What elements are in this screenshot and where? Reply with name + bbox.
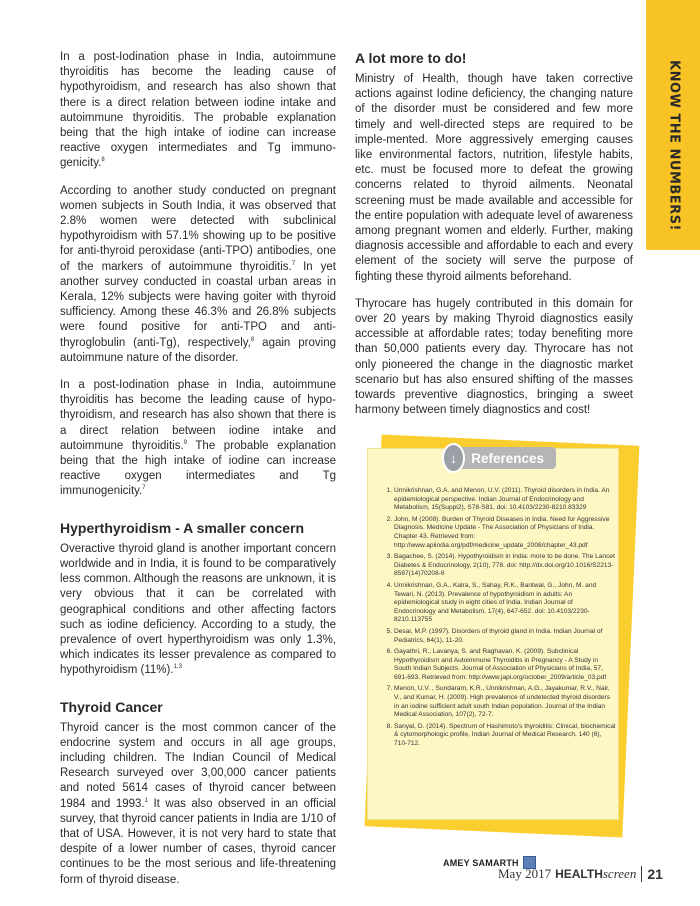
section-heading-more-to-do: A lot more to do!: [355, 50, 467, 66]
reference-item: 1. Unnikrishnan, G.A. and Menon, U.V. (2011). Thyroid disorders in India. An epidemiological perspective. Indian Journal of Endocrinology and Metabolism, 15(Suppl2), S78-S81. doi: 10.4103/2230-8210.83329: [394, 487, 616, 513]
footer-divider: [641, 866, 642, 882]
magazine-name-bold: HEALTH: [555, 867, 603, 881]
magazine-name-script: screen: [602, 866, 637, 881]
page-number: 21: [647, 866, 663, 882]
paragraph-text: In a post-Iodination phase in India, autoimmune thyroiditis has become the leading cause of hypothyroidism, and research has also shown that there is a direct relation between iodine intake and autoimmune thyroiditis. The probable explanation being that the high intake of iodine can increase reactive oxygen intermediates and Tg immuno-genicity.: [60, 51, 336, 170]
citation-sup: 1,3: [173, 664, 182, 671]
paragraph: [60, 50, 336, 172]
paragraph: [60, 542, 336, 679]
left-column: [60, 50, 336, 900]
paragraph: Thyrocare has hugely contributed in this domain for over 20 years by making Thyroid diagnostics easily accessible at affordable rates; today benefiting more than 50,000 patients every day. Thyrocare has not only pioneered the change in the diagnostic market scenario but has also ensured shifting of the masses towards preventive diagnostics, bringing a sweet harmony between timely diagnostics and cost!: [355, 297, 633, 417]
references-header: [442, 443, 556, 473]
download-arrow-icon: ↓: [442, 443, 465, 473]
references-box: [367, 440, 629, 832]
section-side-tab: [646, 0, 700, 250]
references-paper: [367, 448, 619, 820]
paragraph-text: According to another study conducted on pregnant women subjects in South India, it was observed that 2.8% women were detected with subclinical hypothyroidism with 57.1% showing up to be positive for anti-thyroid peroxidase (anti-TPO) antibodies, one of the markers of autoimmune thyroiditis.: [60, 184, 336, 273]
reference-item: 7. Menon, U.V. , Sundaram, K.R., Unnikrishnan, A.G., Jayakumar, R.V., Nair, V., and Kumar, H. (2009). High prevalence of undetected thyroid disorders in an iodine sufficient adult south Indian population. Journal of the Indian Medical Association, 107(2), 72-7.: [394, 685, 616, 719]
section-heading-thyroid-cancer: Thyroid Cancer: [60, 698, 163, 715]
paragraph: [60, 184, 336, 366]
paragraph: [60, 378, 336, 500]
citation-sup: 7: [142, 485, 146, 492]
reference-item: 3. Bagachee, S. (2014). Hypothyroidism in India: more to be done. The Lancet Diabetes & Endocrinology, 2(10), 778. doi: http://dx.doi.org/10.1016/S2213-8587(14)70208-6: [394, 553, 616, 579]
reference-item: 5. Desai, M.P. (1997). Disorders of thyroid gland in India. Indian Journal of Pediatrics, 64(1), 11-20.: [394, 628, 616, 645]
right-column: [355, 50, 633, 430]
paragraph-text: again proving autoimmune nature of the disorder.: [60, 336, 336, 364]
paragraph-text: Thyroid cancer is the most common cancer of the endocrine system and occurs in all age groups, including children. The Indian Council of Medical Research surveyed over 3,00,000 cancer patients and noted 5614 cases of thyroid cancer between 1984 and 1993.: [60, 721, 336, 810]
paragraph-text: In yet another survey conducted in coastal urban areas in Kerala, 12% subjects were having goiter with thyroid sufficiency. Among these 46.3% and 26.8% subjects were found positive for anti-TPO and anti-thyroglobulin (anti-Tg), respectively,: [60, 260, 336, 349]
citation-sup: 8: [250, 336, 255, 343]
reference-item: 8. Sanyal, D. (2014). Spectrum of Hashimoto's thyroiditis: Clinical, biochemical & cytomorphologic profile, Indian Journal of Medical Research, 140 (6), 710-712.: [394, 723, 616, 749]
paragraph-text: Overactive thyroid gland is another important concern worldwide and in India, it is found to be comparatively less common. Although the reasons are unknown, it is very obvious that it can be correlated with geographical conditions and other affecting factors such as iodine deficiency. According to a study, the prevalence of overt hyperthyroidism was only 1.3%, which indicates its lesser prevalence as compared to hypothyroidism (11%).: [60, 542, 336, 677]
reference-item: 2. John, M (2008). Burden of Thyroid Diseases in India. Need for Aggressive Diagnosis. Medicine Update - The Association of Physicians of India. Chapter 43. Retrieved from: http://www.apiindia.org/pdf/medicine_update_2008/chapter_43.pdf: [394, 516, 616, 550]
paragraph: [60, 721, 336, 888]
citation-sup: 9: [183, 440, 187, 447]
citation-sup: 1: [144, 797, 148, 804]
section-heading-hyperthyroidism: Hyperthyroidism - A smaller concern: [60, 519, 305, 536]
citation-sup: 7: [291, 260, 296, 267]
paragraph-text: It was also observed in an official survey, that thyroid cancer patients in India are 1/10 of that of USA. However, it is not very hard to state that despite of a lower number of cases, thyroid cancer continues to be the most serious and life-threatening form of thyroid disease.: [60, 797, 336, 886]
author-name: AMEY SAMARTH: [443, 857, 519, 868]
page-footer: [498, 866, 663, 882]
reference-item: 4. Unnikrishnan, G.A., Kalra, S., Sahay, R.K., Bantwal, G., John, M. and Tewari, N. (2013). Prevalence of hypothyroidism in adults: An epidemiological study in eight cities of India. Indian Journal of Endocrinology and Metabolism, 17(4), 647-652. doi: 10.4103/2230-8210.113755: [394, 582, 616, 625]
references-list: [380, 487, 616, 752]
issue-date: May 2017: [498, 866, 552, 881]
paragraph-text: In a post-Iodination phase in India, autoimmune thyroiditis has become the leading cause of hypo-thyroidism, and research has also shown that there is a direct relation between iodine intake and autoimmune thyroiditis.: [60, 379, 336, 452]
paragraph: Ministry of Health, though have taken corrective actions against Iodine deficiency, the changing nature of the disorder must be considered and few more timely and well-directed steps are required to be imple-mented. More aggressively emerging causes like environmental factors, nutrition, lifestyle habits, etc. must be focused more to defeat the growing concerns related to thyroid ailments. Neonatal screening must be made available and accessible for the entire population with adequate level of awareness among pregnant women and elderly. Further, making diagnosis accessible and affordable to each and every element of the society will serve the purpose of fighting these thyroid ailments beforehand.: [355, 73, 633, 283]
side-tab-label: KNOW THE NUMBERS!: [666, 60, 682, 231]
citation-sup: 8: [101, 157, 105, 164]
side-tab-text-wrap: [652, 60, 696, 250]
references-title: References: [457, 447, 556, 469]
paragraph-text: The probable explanation being that the high intake of iodine can increase reactive oxygen intermediates and Tg immunogenicity.: [60, 439, 336, 498]
reference-item: 6. Gayathri, R., Lavanya, S. and Raghavan, K. (2009). Subclinical Hypothyroidism and Autoimmune Thyroiditis in Pregnancy - A Study in South Indian Subjects. Journal of Association of Physicians of India, 57, 691-693. Retrieved from: http://www.japi.org/october_2009/article_03.pdf: [394, 648, 616, 682]
